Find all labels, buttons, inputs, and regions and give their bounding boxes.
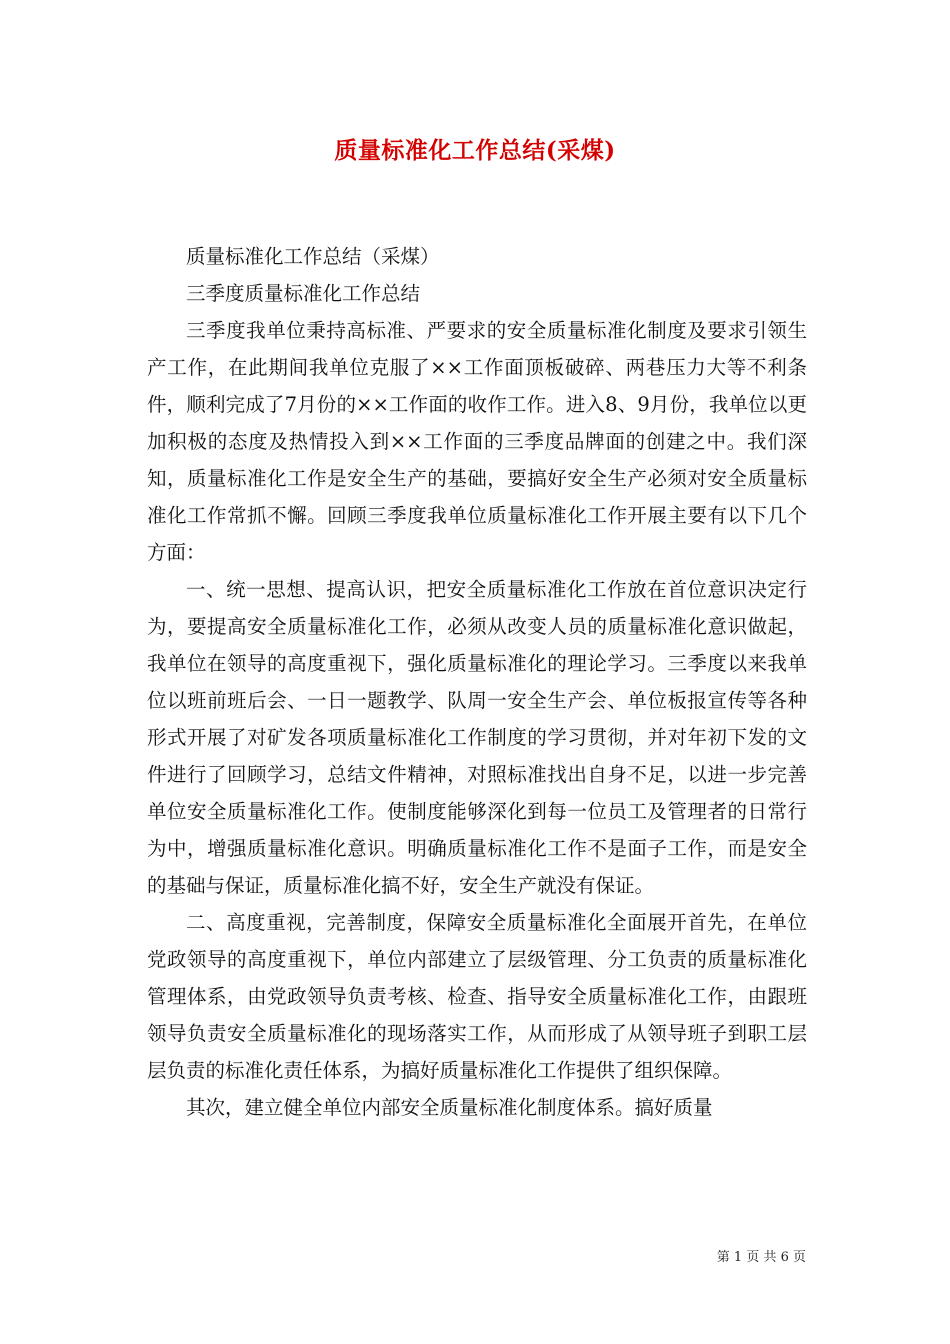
document-body bbox=[147, 238, 807, 1126]
paragraph-intro: 三季度我单位秉持高标准、严要求的安全质量标准化制度及要求引领生产工作，在此期间我单位克服了××工作面顶板破碎、两巷压力大等不利条件，顺利完成了7月份的××工作面的收作工作。进入8、9月份，我单位以更加积极的态度及热情投入到××工作面的三季度品牌面的创建之中。我们深知，质量标准化工作是安全生产的基础，要搞好安全生产必须对安全质量标准化工作常抓不懈。回顾三季度我单位质量标准化工作开展主要有以下几个方面： bbox=[147, 319, 807, 564]
document-title: 质量标准化工作总结(采煤) bbox=[334, 137, 616, 164]
paragraph-secondly: 其次，建立健全单位内部安全质量标准化制度体系。搞好质量 bbox=[186, 1096, 713, 1119]
paragraph-section-two: 二、高度重视，完善制度，保障安全质量标准化全面展开首先，在单位党政领导的高度重视下，单位内部建立了层级管理、分工负责的质量标准化管理体系，由党政领导负责考核、检查、指导安全质量标准化工作，由跟班领导负责安全质量标准化的现场落实工作，从而形成了从领导班子到职工层层负责的标准化责任体系，为搞好质量标准化工作提供了组织保障。 bbox=[147, 911, 807, 1082]
page-number: 第 1 页 共 6 页 bbox=[716, 1250, 806, 1265]
paragraph-heading: 质量标准化工作总结（采煤） bbox=[186, 245, 440, 268]
paragraph-subheading: 三季度质量标准化工作总结 bbox=[186, 282, 421, 305]
paragraph-section-one: 一、统一思想、提高认识，把安全质量标准化工作放在首位意识决定行为，要提高安全质量标准化工作，必须从改变人员的质量标准化意识做起，我单位在领导的高度重视下，强化质量标准化的理论学习。三季度以来我单位以班前班后会、一日一题教学、队周一安全生产会、单位板报宣传等各种形式开展了对矿发各项质量标准化工作制度的学习贯彻，并对年初下发的文件进行了回顾学习，总结文件精神，对照标准找出自身不足，以进一步完善单位安全质量标准化工作。使制度能够深化到每一位员工及管理者的日常行为中，增强质量标准化意识。明确质量标准化工作不是面子工作，而是安全的基础与保证，质量标准化搞不好，安全生产就没有保证。 bbox=[147, 578, 807, 897]
